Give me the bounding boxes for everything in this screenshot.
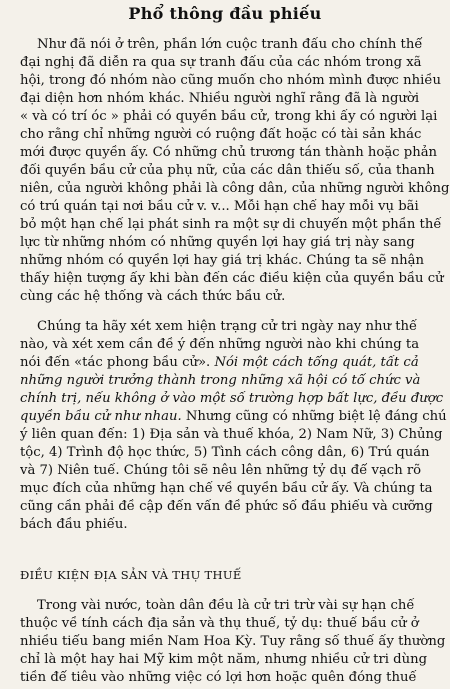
p1-line: đối quyền bầu cử của phụ nữ, của các dân thiểu số, của thanh: [20, 163, 435, 178]
p1-line: đại nghị đã diễn ra qua sự tranh đấu của các nhóm trong xã: [20, 55, 422, 70]
p3-line: Trong vài nước, toàn dân đều là cử tri trừ vài sự hạn chế: [37, 598, 415, 613]
p3-line: nhiều tiểu bang miền Nam Hoa Kỳ. Tuy rằng số thuế ấy thường: [20, 634, 446, 649]
section-heading: ĐIỀU KIỆN ĐỊA SẢN VÀ THỤ THUẾ: [20, 568, 242, 582]
p1-line: có trú quán tại nơi bầu cử v. v... Mỗi hạn chế hay mỗi vụ bãi: [20, 199, 419, 214]
p3-line: tiền để tiêu vào những việc có lợi hơn hoặc quên đóng thuế: [20, 670, 417, 685]
p1-line: đại diện hơn nhóm khác. Nhiều người nghĩ rằng đã là người: [20, 91, 420, 106]
p1-line: Như đã nói ở trên, phần lớn cuộc tranh đấu cho chính thể: [37, 37, 423, 52]
p2-line: quyền bầu cử như nhau. Nhưng cũng có những biệt lệ đáng chú: [20, 409, 447, 424]
p1-line: những nhóm có quyền lợi hay giá trị khác. Chúng ta sẽ nhận: [20, 253, 425, 268]
p1-line: thấy hiện tượng ấy khi bàn đến các điều kiện của quyền bầu cử: [20, 271, 444, 286]
p2-line: nào, và xét xem cần đề ý đến những người nào khi chúng ta: [20, 337, 420, 352]
p1-line: hội, trong đó nhóm nào cũng muốn cho nhóm mình được nhiều: [20, 73, 441, 88]
p2-line: mục đích của những hạn chế về quyền bầu cử ấy. Và chúng ta: [20, 481, 433, 496]
p2-line: Chúng ta hãy xét xem hiện trạng cử tri ngày nay như thế: [37, 319, 418, 334]
p2-line: chính trị, nếu không ở vào một số trường hợp bất lực, đều được: [20, 391, 444, 406]
p2-line: tộc, 4) Trình độ học thức, 5) Tình cách công dân, 6) Trú quán: [20, 445, 430, 460]
p3-line: thuộc về tính cách địa sản và thụ thuế, tỷ dụ: thuế bầu cử ở: [20, 616, 419, 631]
p1-line: mới được quyền ấy. Có những chủ trương tán thành hoặc phản: [20, 145, 438, 160]
p1-line: bỏ một hạn chế lại phát sinh ra một sự di chuyển một phần thế: [20, 217, 442, 232]
page-title: Phổ thông đầu phiếu: [128, 4, 322, 23]
p1-line: cho rằng chỉ những người có ruộng đất hoặc có tài sản khác: [20, 127, 422, 142]
p1-line: lực từ những nhóm có những quyền lợi hay giá trị này sang: [20, 235, 415, 250]
p1-line: « và có trí óc » phải có quyền bầu cử, trong khi ấy có người lại: [20, 109, 438, 124]
p2-line: nói đến «tác phong bầu cử». Nói một cách tổng quát, tất cả: [20, 355, 419, 370]
p2-line: bách đầu phiếu.: [20, 517, 128, 532]
p3-line: chỉ là một hay hai Mỹ kim một năm, nhưng nhiều cử tri dùng: [20, 652, 428, 667]
p1-line: niên, của người không phải là công dân, của những người không: [20, 181, 450, 196]
p2-line: và 7) Niên tuế. Chúng tôi sẽ nêu lên những tỷ dụ để vạch rõ: [20, 463, 422, 478]
p2-line: cũng cần phải đề cập đến vấn đề phức số đầu phiếu và cưỡng: [20, 499, 433, 514]
p1-line: cùng các hệ thống và cách thức bầu cử.: [20, 289, 286, 304]
p2-line: ý liên quan đến: 1) Địa sản và thuế khóa, 2) Nam Nữ, 3) Chủng: [20, 427, 443, 442]
p2-line: những người trưởng thành trong những xã hội có tổ chức và: [20, 373, 421, 388]
